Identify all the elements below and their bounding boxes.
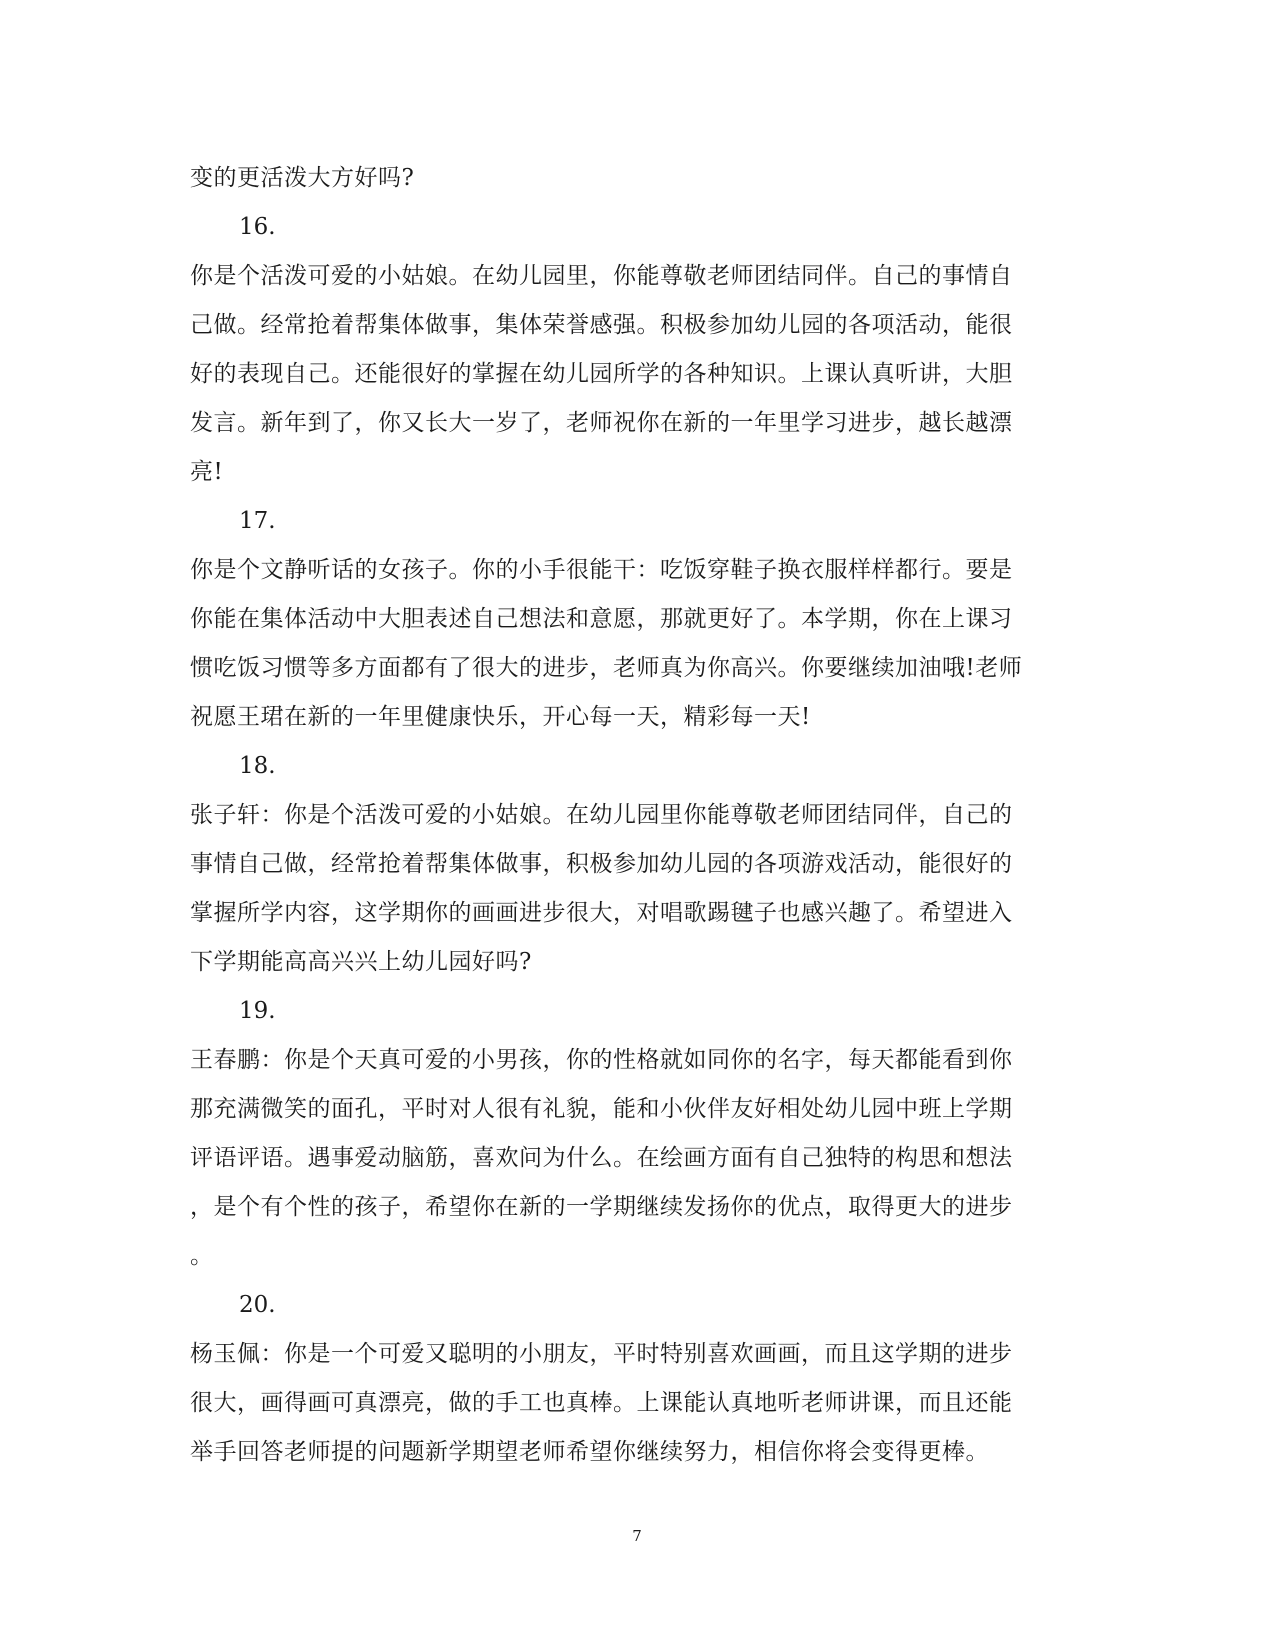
text-line: 举手回答老师提的问题新学期望老师希望你继续努力，相信你将会变得更棒。 — [190, 1439, 989, 1465]
text-line: ，是个有个性的孩子，希望你在新的一学期继续发扬你的优点，取得更大的进步 — [190, 1194, 1013, 1220]
text-line: 王春鹏：你是个天真可爱的小男孩，你的性格就如同你的名字，每天都能看到你 — [190, 1047, 1013, 1073]
paragraph — [190, 791, 1080, 987]
item-number: 19. — [239, 998, 276, 1024]
text-line: 你能在集体活动中大胆表述自己想法和意愿，那就更好了。本学期，你在上课习 — [190, 606, 1013, 632]
text-line: 你是个文静听话的女孩子。你的小手很能干：吃饭穿鞋子换衣服样样都行。要是 — [190, 557, 1013, 583]
paragraph — [190, 252, 1080, 497]
text-line: 那充满微笑的面孔，平时对人很有礼貌，能和小伙伴友好相处幼儿园中班上学期 — [190, 1096, 1013, 1122]
text-line: 祝愿王珺在新的一年里健康快乐，开心每一天，精彩每一天! — [190, 704, 811, 730]
text-line: 张子轩：你是个活泼可爱的小姑娘。在幼儿园里你能尊敬老师团结同伴，自己的 — [190, 802, 1013, 828]
item-number: 18. — [239, 753, 276, 779]
text-line: 你是个活泼可爱的小姑娘。在幼儿园里，你能尊敬老师团结同伴。自己的事情自 — [190, 263, 1013, 289]
text-line: 变的更活泼大方好吗? — [190, 165, 415, 191]
text-line: 好的表现自己。还能很好的掌握在幼儿园所学的各种知识。上课认真听讲，大胆 — [190, 361, 1013, 387]
text-line: 掌握所学内容，这学期你的画画进步很大，对唱歌踢毽子也感兴趣了。希望进入 — [190, 900, 1013, 926]
text-line: 己做。经常抢着帮集体做事，集体荣誉感强。积极参加幼儿园的各项活动，能很 — [190, 312, 1013, 338]
page-number: 7 — [632, 1527, 642, 1545]
text-line: 。 — [190, 1243, 214, 1269]
text-line: 评语评语。遇事爱动脑筋，喜欢问为什么。在绘画方面有自己独特的构思和想法 — [190, 1145, 1013, 1171]
text-line: 很大，画得画可真漂亮，做的手工也真棒。上课能认真地听老师讲课，而且还能 — [190, 1390, 1013, 1416]
item-number: 16. — [239, 214, 276, 240]
text-line: 事情自己做，经常抢着帮集体做事，积极参加幼儿园的各项游戏活动，能很好的 — [190, 851, 1013, 877]
text-line: 发言。新年到了，你又长大一岁了，老师祝你在新的一年里学习进步，越长越漂 — [190, 410, 1013, 436]
item-number: 17. — [239, 508, 276, 534]
text-line: 亮! — [190, 459, 224, 485]
text-line: 惯吃饭习惯等多方面都有了很大的进步，老师真为你高兴。你要继续加油哦!老师 — [190, 655, 1023, 681]
paragraph — [190, 1330, 1080, 1477]
text-line: 下学期能高高兴兴上幼儿园好吗? — [190, 949, 532, 975]
paragraph — [190, 1036, 1080, 1281]
paragraph — [190, 546, 1080, 742]
text-line: 杨玉佩：你是一个可爱又聪明的小朋友，平时特别喜欢画画，而且这学期的进步 — [190, 1341, 1013, 1367]
document-body — [190, 154, 1080, 1477]
item-number: 20. — [239, 1292, 276, 1318]
paragraph — [190, 154, 1080, 203]
